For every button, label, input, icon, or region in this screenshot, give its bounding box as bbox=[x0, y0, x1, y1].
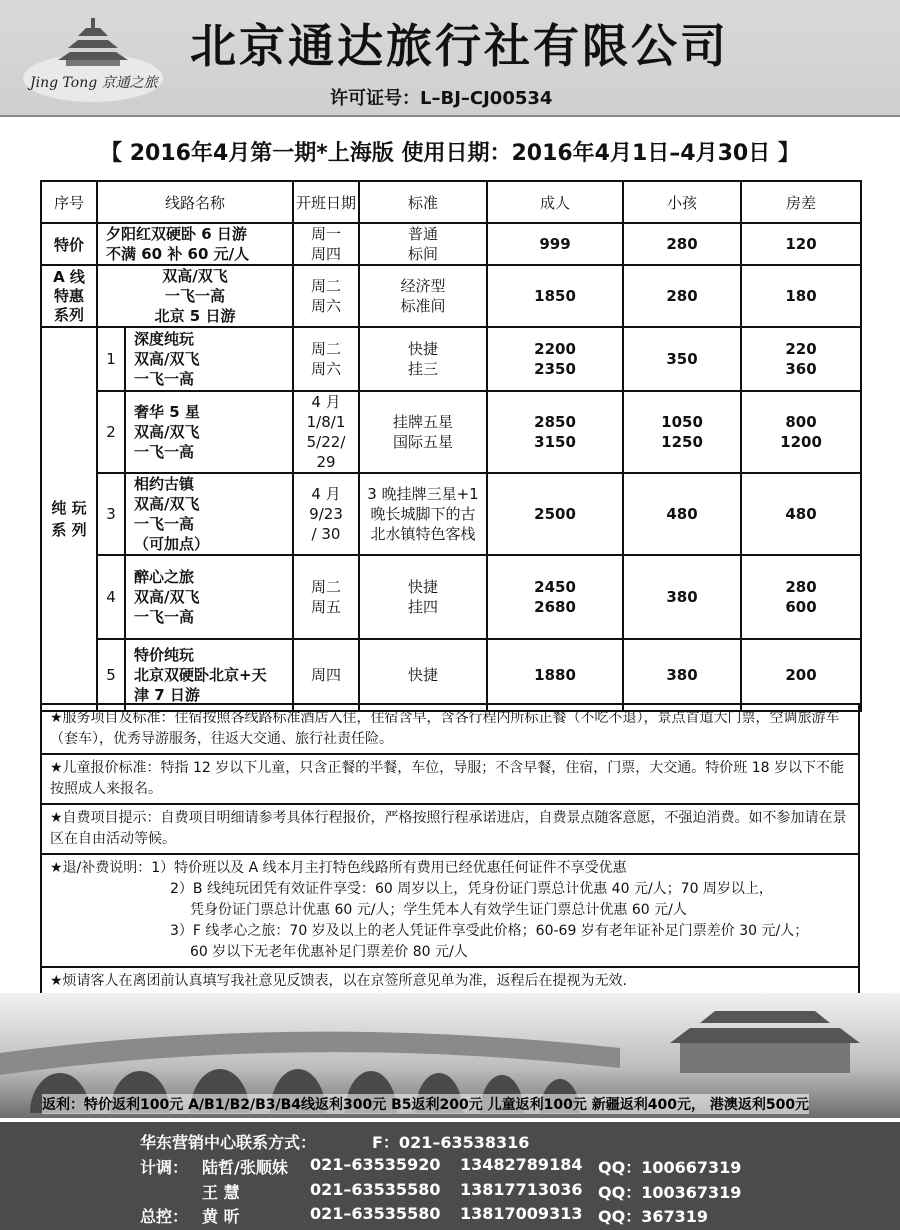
temple-of-heaven-icon bbox=[18, 8, 168, 108]
start-dates: 周一 周四 bbox=[293, 223, 359, 265]
row-number: 2 bbox=[97, 391, 125, 473]
room-diff: 280 600 bbox=[741, 555, 861, 639]
route-name: 特价纯玩 北京双硬卧北京+天 津 7 日游 bbox=[125, 639, 293, 711]
contact-name: 陆哲/张顺妹 bbox=[202, 1158, 288, 1177]
contact-mobile: 13817713036 bbox=[460, 1180, 583, 1199]
contact-qq: QQ：367319 bbox=[598, 1207, 709, 1226]
row-number: 1 bbox=[97, 327, 125, 391]
table-row-series-2 bbox=[41, 391, 861, 473]
standard: 普通 标间 bbox=[359, 223, 487, 265]
child-price: 380 bbox=[623, 639, 741, 711]
control-label: 总控： bbox=[140, 1207, 189, 1226]
table-row-series-4 bbox=[41, 555, 861, 639]
company-name: 北京通达旅行社有限公司 bbox=[190, 19, 729, 73]
table-row-special bbox=[41, 223, 861, 265]
room-diff: 480 bbox=[741, 473, 861, 555]
room-diff: 220 360 bbox=[741, 327, 861, 391]
start-dates: 4 月 1/8/1 5/22/ 29 bbox=[293, 391, 359, 473]
route-name: 深度纯玩 双高/双飞 一飞一高 bbox=[125, 327, 293, 391]
room-diff: 200 bbox=[741, 639, 861, 711]
standard: 快捷 bbox=[359, 639, 487, 711]
standard: 挂牌五星 国际五星 bbox=[359, 391, 487, 473]
note-child-price: ★儿童报价标准：特指 12 岁以下儿童，只含正餐的半餐，车位，导服；不含早餐，住宿，门票，大交通。特价班 18 岁以下不能按照成人来报名。 bbox=[42, 755, 858, 805]
adult-price: 1850 bbox=[487, 265, 623, 327]
start-dates: 周四 bbox=[293, 639, 359, 711]
room-diff: 800 1200 bbox=[741, 391, 861, 473]
marketing-center-label: 华东营销中心联系方式： bbox=[140, 1133, 317, 1152]
col-header-adult: 成人 bbox=[487, 181, 623, 223]
logo-text: Jing Tong 京通之旅 bbox=[30, 75, 158, 91]
issue-line: 【 2016年4月第一期*上海版 使用日期：2016年4月1日–4月30日 】 bbox=[100, 141, 800, 166]
contact-qq: QQ：100667319 bbox=[598, 1158, 742, 1177]
standard: 快捷 挂三 bbox=[359, 327, 487, 391]
contact-phone: 021–63535920 bbox=[310, 1155, 441, 1174]
child-price: 1050 1250 bbox=[623, 391, 741, 473]
col-header-child: 小孩 bbox=[623, 181, 741, 223]
standard: 3 晚挂牌三星+1 晚长城脚下的古 北水镇特色客栈 bbox=[359, 473, 487, 555]
row-number: 4 bbox=[97, 555, 125, 639]
route-name: 奢华 5 星 双高/双飞 一飞一高 bbox=[125, 391, 293, 473]
note-self-pay: ★自费项目提示：自费项目明细请参考具体行程报价，严格按照行程承诺进店，自费景点随客意愿，不强迫消费。如不参加请在景区在自由活动等候。 bbox=[42, 805, 858, 855]
room-diff: 120 bbox=[741, 223, 861, 265]
route-name: 醉心之旅 双高/双飞 一飞一高 bbox=[125, 555, 293, 639]
contact-name: 黄 昕 bbox=[202, 1207, 240, 1226]
col-header-no: 序号 bbox=[41, 181, 97, 223]
note-feedback: ★烦请客人在离团前认真填写我社意见反馈表，以在京签所意见单为准，返程后在提视为无效. bbox=[42, 968, 858, 997]
adult-price: 2500 bbox=[487, 473, 623, 555]
start-dates: 周二 周五 bbox=[293, 555, 359, 639]
col-header-standard: 标准 bbox=[359, 181, 487, 223]
contact-phone: 021–63535580 bbox=[310, 1180, 441, 1199]
child-price: 280 bbox=[623, 265, 741, 327]
header bbox=[0, 0, 900, 117]
child-price: 280 bbox=[623, 223, 741, 265]
adult-price: 1880 bbox=[487, 639, 623, 711]
contact-name: 王 慧 bbox=[202, 1183, 240, 1202]
contact-mobile: 13817009313 bbox=[460, 1204, 583, 1223]
start-dates: 周二 周六 bbox=[293, 327, 359, 391]
company-logo bbox=[18, 8, 168, 108]
col-header-room: 房差 bbox=[741, 181, 861, 223]
table-header-row bbox=[41, 181, 861, 223]
series-label: 纯 玩 系 列 bbox=[41, 327, 97, 711]
start-dates: 4 月 9/23 / 30 bbox=[293, 473, 359, 555]
adult-price: 2200 2350 bbox=[487, 327, 623, 391]
route-name: 双高/双飞 一飞一高 北京 5 日游 bbox=[97, 265, 293, 327]
child-price: 380 bbox=[623, 555, 741, 639]
table-row-a-line bbox=[41, 265, 861, 327]
table-row-series-5 bbox=[41, 639, 861, 711]
row-number: 5 bbox=[97, 639, 125, 711]
fax-number: F：021–63538316 bbox=[372, 1133, 530, 1152]
contact-mobile: 13482789184 bbox=[460, 1155, 583, 1174]
note-refund: ★退/补费说明：1）特价班以及 A 线本月主打特色线路所有费用已经优惠任何证件不享受优惠 2）B 线纯玩团凭有效证件享受：60 周岁以上，凭身份证门票总计优惠 40 元/人；70 周岁以上， 凭身份证门票总计优惠 60 元/人；学生凭本人有效学生证门票总计优惠 60 元/人 3）F 线孝心之旅：70 岁及以上的老人凭证件享受此价格；60-69 岁有老年证补足门票差价 30 元/人； 60 岁以下无老年优惠补足门票差价 80 元/人 bbox=[42, 855, 858, 968]
room-diff: 180 bbox=[741, 265, 861, 327]
adult-price: 999 bbox=[487, 223, 623, 265]
table-row-series-1 bbox=[41, 327, 861, 391]
row-label: 特价 bbox=[41, 223, 97, 265]
adult-price: 2850 3150 bbox=[487, 391, 623, 473]
table-row-series-3 bbox=[41, 473, 861, 555]
note-service: ★服务项目及标准：住宿按照各线路标准酒店入住，住宿含早，含各行程内所标正餐（不吃不退），景点首道大门票，空调旅游车（套车），优秀导游服务，往返大交通、旅行社责任险。 bbox=[42, 705, 858, 755]
child-price: 480 bbox=[623, 473, 741, 555]
route-name: 相约古镇 双高/双飞 一飞一高 （可加点） bbox=[125, 473, 293, 555]
route-name: 夕阳红双硬卧 6 日游 不满 60 补 60 元/人 bbox=[97, 223, 293, 265]
row-number: 3 bbox=[97, 473, 125, 555]
license-number: 许可证号：L–BJ–CJ00534 bbox=[330, 88, 553, 109]
notes-section bbox=[40, 703, 860, 1026]
contact-phone: 021–63535580 bbox=[310, 1204, 441, 1223]
standard: 经济型 标准间 bbox=[359, 265, 487, 327]
col-header-route: 线路名称 bbox=[97, 181, 293, 223]
contact-qq: QQ：100367319 bbox=[598, 1183, 742, 1202]
start-dates: 周二 周六 bbox=[293, 265, 359, 327]
contact-footer bbox=[0, 1122, 900, 1230]
adult-price: 2450 2680 bbox=[487, 555, 623, 639]
child-price: 350 bbox=[623, 327, 741, 391]
col-header-dates: 开班日期 bbox=[293, 181, 359, 223]
row-label: A 线 特惠 系列 bbox=[41, 265, 97, 327]
planning-label: 计调： bbox=[140, 1158, 189, 1177]
standard: 快捷 挂四 bbox=[359, 555, 487, 639]
price-table bbox=[40, 180, 862, 712]
rebate-line: 返利：特价返利100元 A/B1/B2/B3/B4线返利300元 B5返利200元 儿童返利100元 新疆返利400元， 港澳返利500元 bbox=[42, 1094, 809, 1114]
